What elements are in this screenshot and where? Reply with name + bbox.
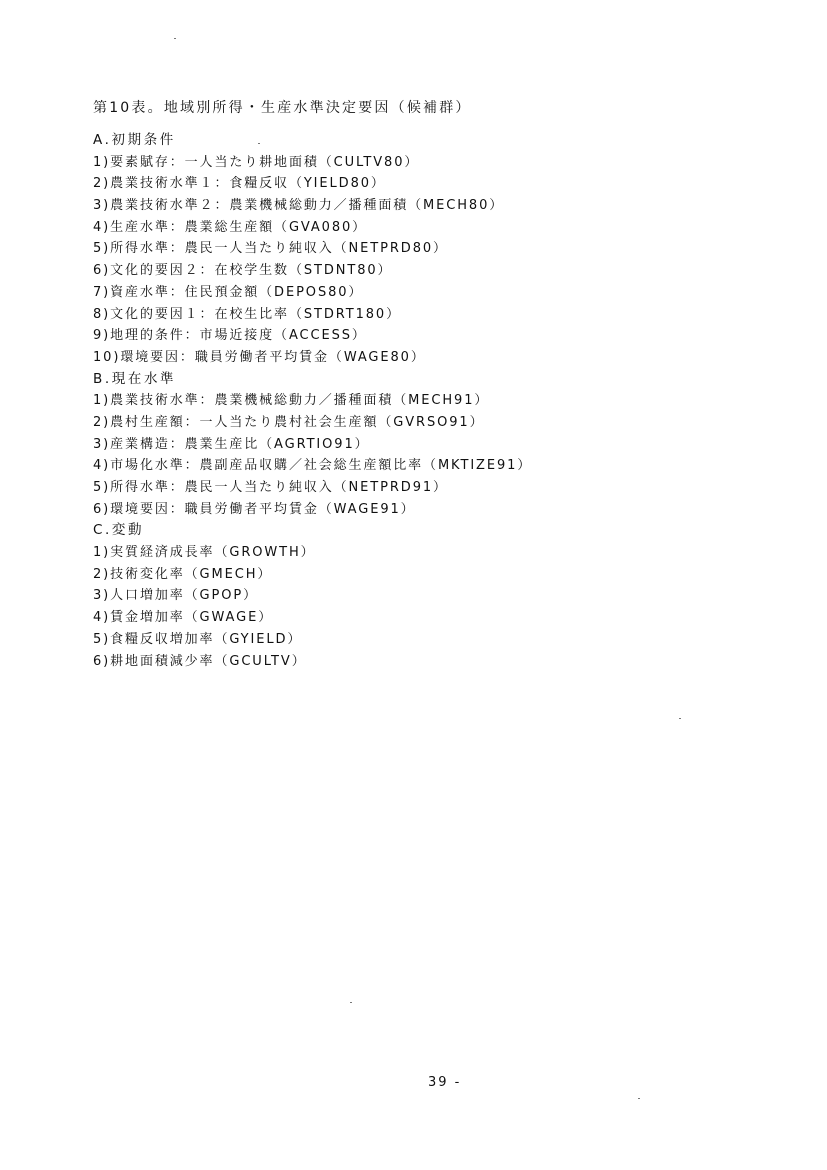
list-item: 4)生産水準：農業総生産額（GVA080） (93, 219, 368, 235)
section-heading: B.現在水準 (93, 370, 177, 387)
scan-speck (258, 143, 260, 144)
list-item: 5)所得水準：農民一人当たり純収入（NETPRD91） (93, 480, 448, 495)
table-content (93, 130, 793, 672)
list-item: 4)賃金増加率（GWAGE） (93, 610, 274, 626)
list-item: 1)要素賦存：一人当たり耕地面積（CULTV80） (93, 154, 420, 170)
list-item: 6)耕地面積減少率（GCULTV） (93, 653, 307, 669)
list-item: 1)実質経済成長率（GROWTH） (93, 545, 316, 561)
section-current-level (93, 369, 793, 521)
table-title: 第10表。地域別所得・生産水準決定要因（候補群） (93, 100, 472, 116)
list-item: 7)資産水準：住民預金額（DEPOS80） (93, 284, 364, 300)
section-heading: A.初期条件 (93, 132, 176, 148)
section-heading: C.変動 (93, 522, 145, 539)
list-item: 2)技術変化率（GMECH） (93, 566, 273, 582)
list-item: 3)農業技術水準２：農業機械総動力／播種面積（MECH80） (93, 198, 505, 214)
list-item: 2)農村生産額：一人当たり農村社会生産額（GVRSO91） (93, 414, 485, 430)
list-item: 4)市場化水準：農副産品収購／社会総生産額比率（MKTIZE91） (93, 458, 533, 474)
scan-speck (174, 38, 176, 39)
list-item: 5)食糧反収増加率（GYIELD） (93, 631, 303, 647)
scan-speck (350, 1002, 352, 1003)
list-item: 8)文化的要因１：在校生比率（STDRT180） (93, 306, 401, 322)
list-item: 2)農業技術水準１：食糧反収（YIELD80） (93, 176, 386, 192)
list-item: 3)人口増加率（GPOP） (93, 588, 259, 604)
page-number: 39 - (428, 1075, 462, 1090)
section-initial-conditions (93, 130, 793, 369)
list-item: 5)所得水準：農民一人当たり純収入（NETPRD80） (93, 241, 448, 257)
scan-speck (638, 1098, 640, 1099)
list-item: 6)文化的要因２：在校学生数（STDNT80） (93, 263, 393, 279)
section-changes (93, 520, 793, 672)
list-item: 6)環境要因：職員労働者平均賃金（WAGE91） (93, 501, 416, 517)
list-item: 1)農業技術水準：農業機械総動力／播種面積（MECH91） (93, 393, 490, 409)
list-item: 10)環境要因：職員労働者平均賃金（WAGE80） (93, 349, 426, 365)
scan-speck (679, 718, 681, 719)
list-item: 9)地理的条件：市場近接度（ACCESS） (93, 328, 367, 344)
list-item: 3)産業構造：農業生産比（AGRTIO91） (93, 436, 370, 452)
